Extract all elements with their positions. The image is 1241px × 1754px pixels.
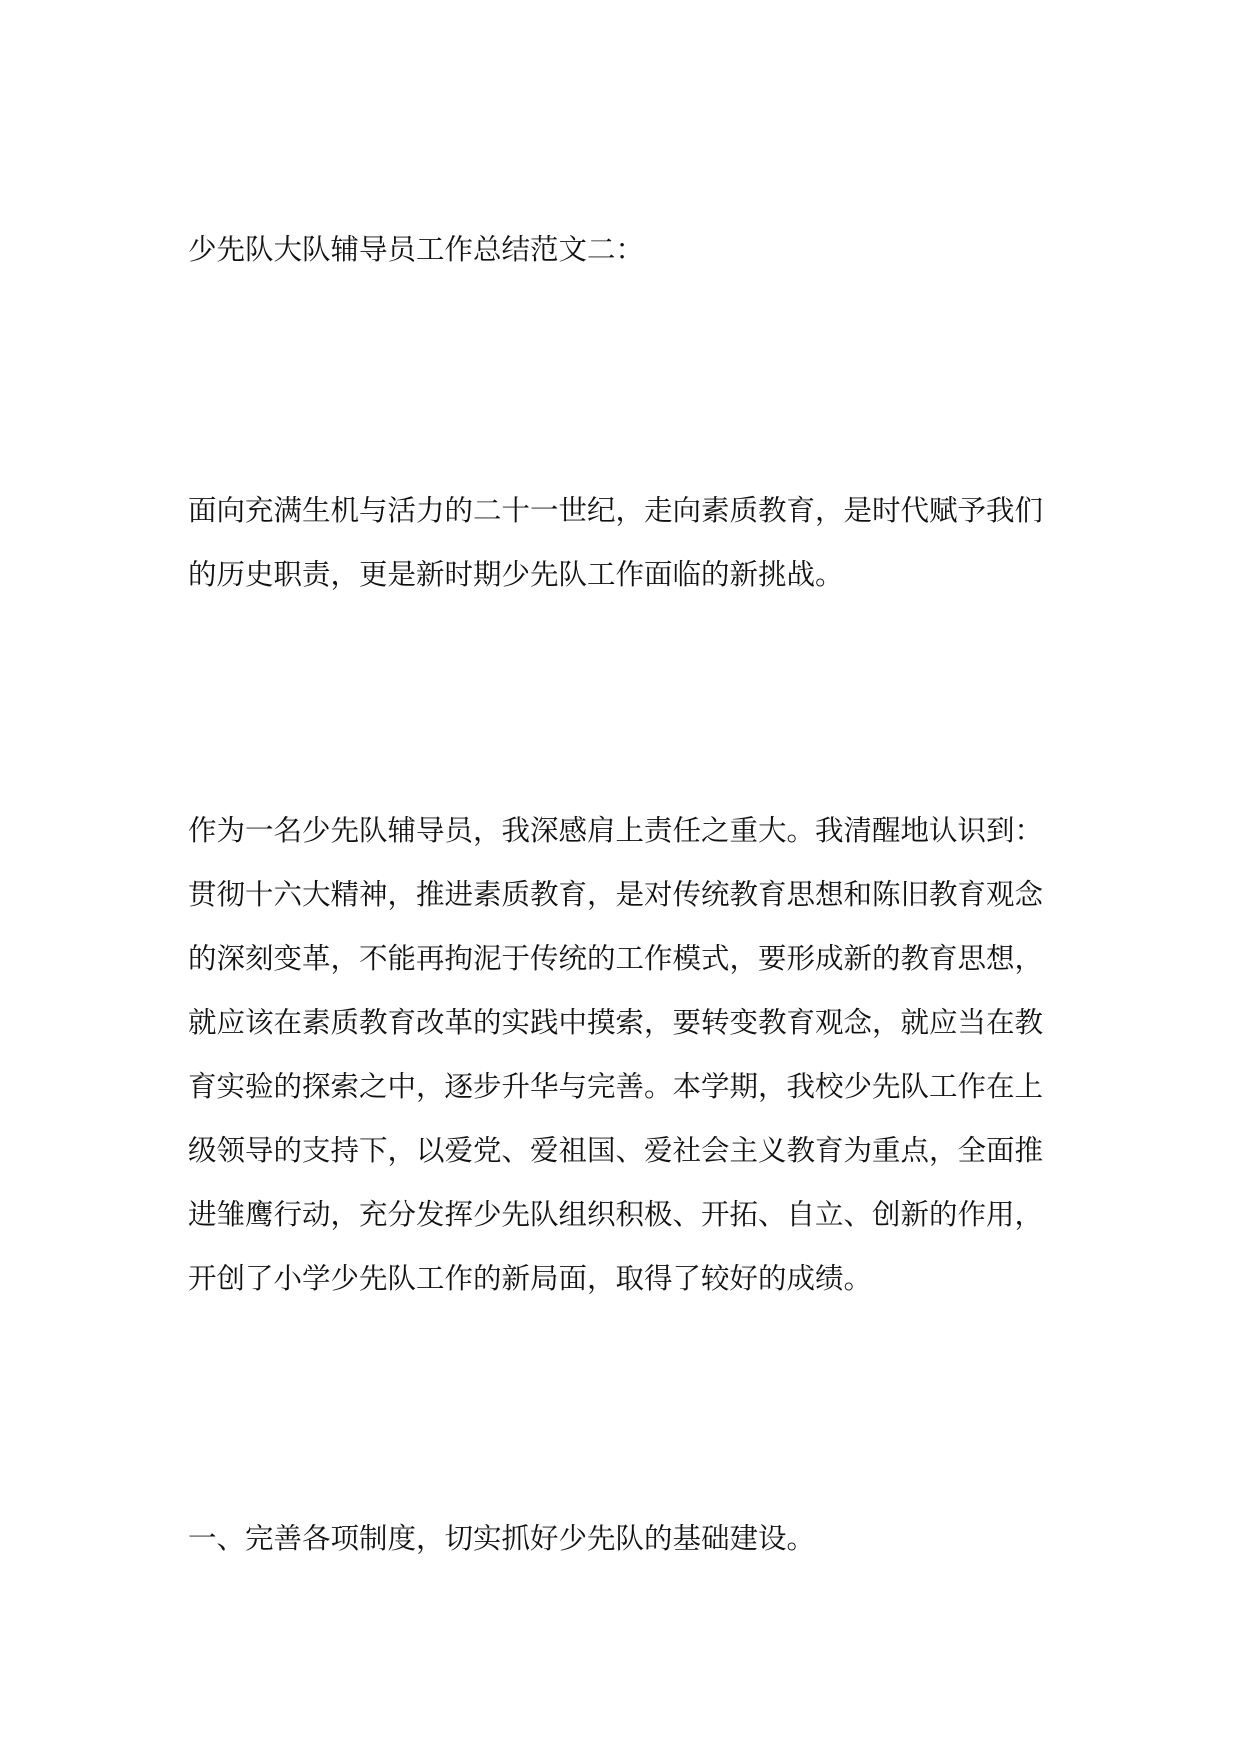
paragraph-line: 贯彻十六大精神，推进素质教育，是对传统教育思想和陈旧教育观念	[188, 878, 1044, 911]
paragraph-line: 进雏鹰行动，充分发挥少先队组织积极、开拓、自立、创新的作用，	[188, 1198, 1044, 1231]
paragraph-line: 就应该在素质教育改革的实践中摸索，要转变教育观念，就应当在教	[188, 1006, 1044, 1039]
paragraph-line: 开创了小学少先队工作的新局面，取得了较好的成绩。	[188, 1262, 873, 1295]
paragraph-line: 的深刻变革，不能再拘泥于传统的工作模式，要形成新的教育思想，	[188, 942, 1044, 975]
paragraph-line: 育实验的探索之中，逐步升华与完善。本学期，我校少先队工作在上	[188, 1070, 1044, 1103]
paragraph-line: 级领导的支持下，以爱党、爱祖国、爱社会主义教育为重点，全面推	[188, 1134, 1044, 1167]
paragraph-line: 的历史职责，更是新时期少先队工作面临的新挑战。	[188, 558, 844, 591]
document-title: 少先队大队辅导员工作总结范文二：	[188, 233, 645, 266]
paragraph-line: 面向充满生机与活力的二十一世纪，走向素质教育，是时代赋予我们	[188, 494, 1044, 527]
paragraph-line: 作为一名少先队辅导员，我深感肩上责任之重大。我清醒地认识到：	[188, 814, 1044, 847]
section-heading: 一、完善各项制度，切实抓好少先队的基础建设。	[188, 1522, 816, 1555]
